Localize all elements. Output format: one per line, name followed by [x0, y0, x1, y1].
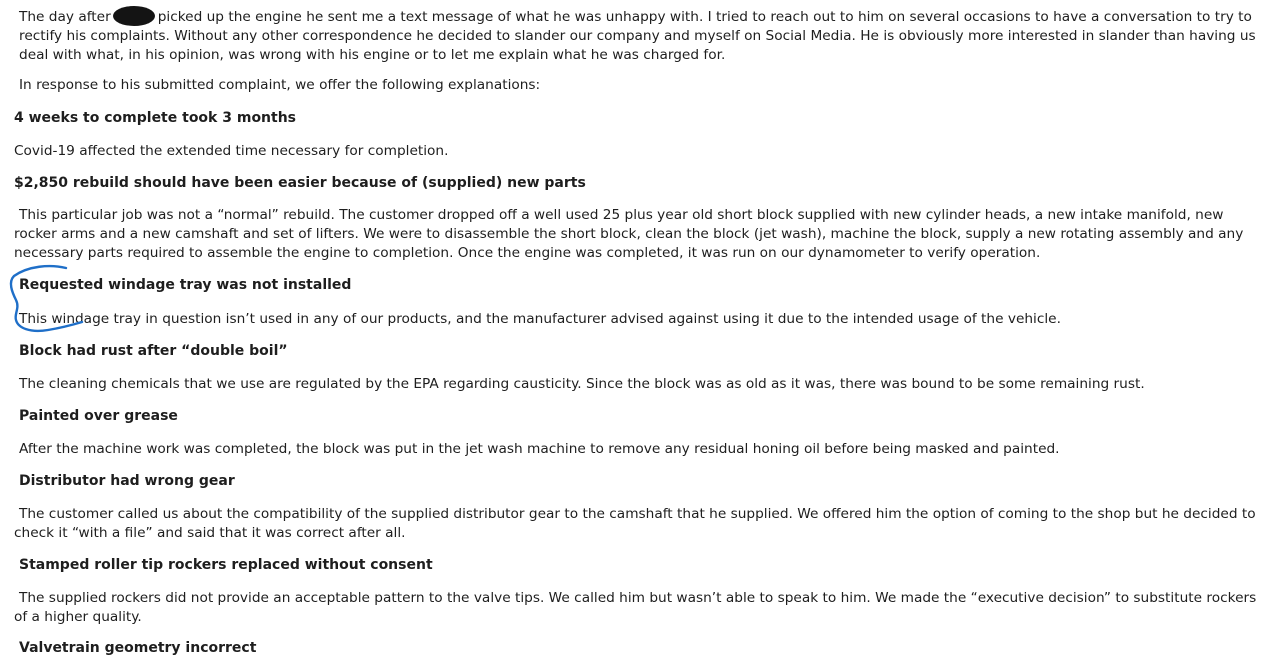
- opening-text-rest: picked up the engine he sent me a text message of what he was unhappy with. I tried to reach out to him on several occasions to have a conversation to try to rectify his complaints. Without any other correspondence he decided to slander our company and myself on Social Media. He is obviously more interested in slander than having us deal with what, in his opinion, was wrong with his engine or to let me explain what he was charged for.: [19, 9, 1256, 63]
- section-heading: $2,850 rebuild should have been easier because of (supplied) new parts: [14, 175, 586, 191]
- opening-text-start: The day after: [19, 9, 111, 25]
- section-heading: Distributor had wrong gear: [19, 473, 235, 489]
- section-body: This windage tray in question isn’t used in any of our products, and the manufacturer advised against using it due to the intended usage of the vehicle.: [19, 311, 1061, 327]
- opening-paragraph: [19, 6, 1270, 65]
- section-body: [14, 505, 1270, 543]
- redaction-mark: [113, 6, 155, 26]
- section-heading: Painted over grease: [19, 408, 178, 424]
- section-body: After the machine work was completed, the block was put in the jet wash machine to remove any residual honing oil before being masked and painted.: [19, 441, 1060, 457]
- section-body-text: The supplied rockers did not provide an acceptable pattern to the valve tips. We called him but wasn’t able to speak to him. We made the “executive decision” to substitute rockers of a higher quality.: [14, 590, 1257, 625]
- section-body: The cleaning chemicals that we use are regulated by the EPA regarding causticity. Since the block was as old as it was, there was bound to be some remaining rust.: [19, 376, 1145, 392]
- section-body-text: The customer called us about the compatibility of the supplied distributor gear to the camshaft that he supplied. We offered him the option of coming to the shop but he decided to check it “with a file” and said that it was correct after all.: [14, 506, 1256, 541]
- section-heading: Block had rust after “double boil”: [19, 343, 288, 359]
- intro-paragraph: In response to his submitted complaint, we offer the following explanations:: [19, 77, 541, 93]
- section-body: [14, 589, 1270, 627]
- section-body-text: This particular job was not a “normal” rebuild. The customer dropped off a well used 25 plus year old short block supplied with new cylinder heads, a new intake manifold, new rocker arms and a new camshaft and set of lifters. We were to disassemble the short block, clean the block (jet wash), machine the block, supply a new rotating assembly and any necessary parts required to assemble the engine to completion. Once the engine was completed, it was run on our dynamometer to verify operation.: [14, 207, 1244, 261]
- section-heading: Stamped roller tip rockers replaced without consent: [19, 557, 433, 573]
- section-heading: Requested windage tray was not installed: [19, 277, 352, 293]
- section-heading: Valvetrain geometry incorrect: [19, 640, 257, 656]
- section-body: Covid-19 affected the extended time necessary for completion.: [14, 143, 449, 159]
- section-body: [14, 206, 1270, 263]
- section-heading: 4 weeks to complete took 3 months: [14, 110, 297, 126]
